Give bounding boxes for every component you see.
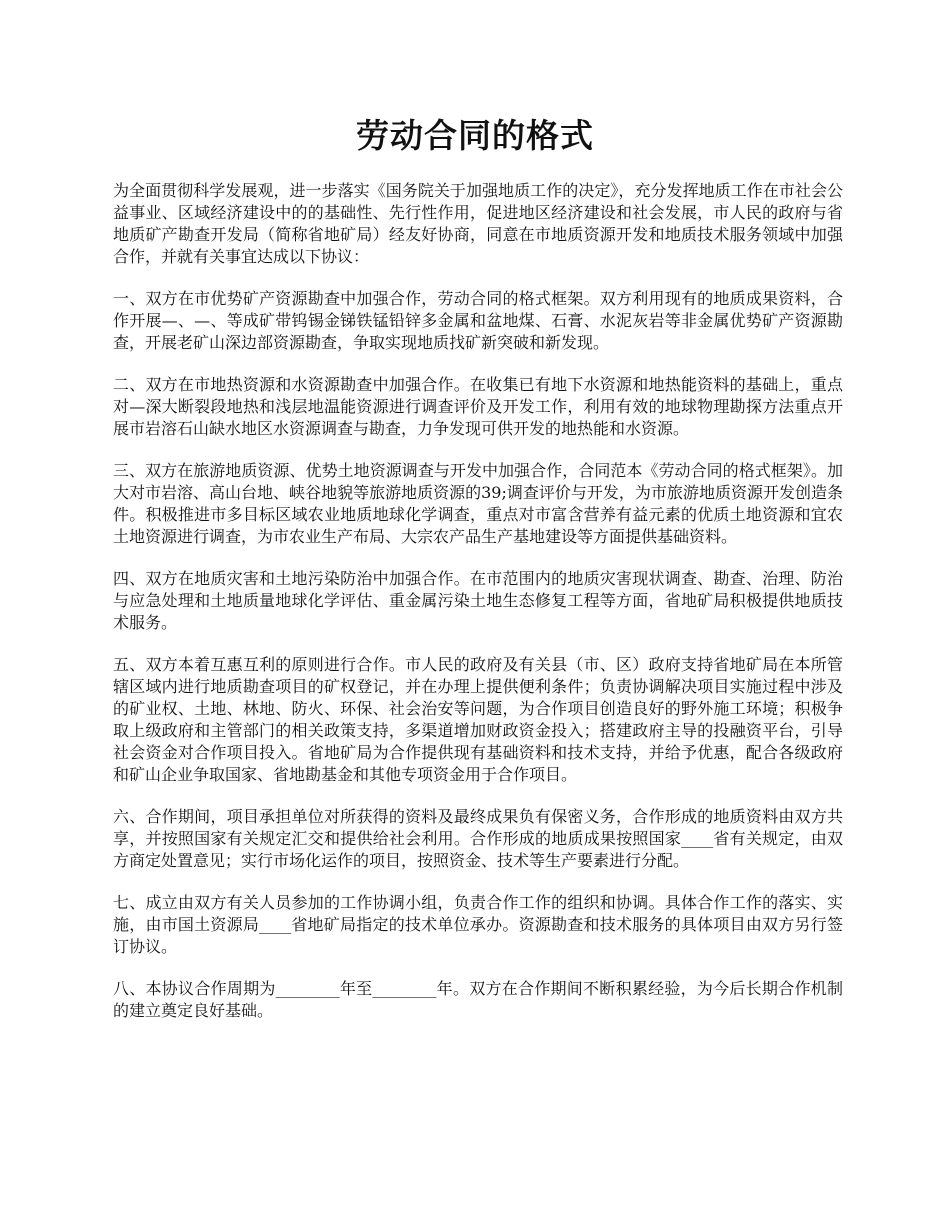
paragraph-clause-7: 七、成立由双方有关人员参加的工作协调小组，负责合作工作的组织和协调。具体合作工作的落实、实施，由市国土资源局____省地矿局指定的技术单位承办。资源勘查和技术服务的具体项目由双方另行签订协议。 bbox=[113, 893, 843, 956]
paragraph-clause-2: 二、双方在市地热资源和水资源勘查中加强合作。在收集已有地下水资源和地热能资料的基础上，重点对—深大断裂段地热和浅层地温能资源进行调查评价及开发工作，利用有效的地球物理勘探方法重点开展市岩溶石山缺水地区水资源调查与勘查，力争发现可供开发的地热能和水资源。 bbox=[113, 375, 843, 438]
paragraph-clause-3: 三、双方在旅游地质资源、优势土地资源调查与开发中加强合作，合同范本《劳动合同的格式框架》。加大对市岩溶、高山台地、峡谷地貌等旅游地质资源的39;调查评价与开发，为市旅游地质资源开发创造条件。积极推进市多目标区域农业地质地球化学调查，重点对市富含营养有益元素的优质土地资源和宜农土地资源进行调查，为市农业生产布局、大宗农产品生产基地建设等方面提供基础资料。 bbox=[113, 461, 843, 546]
paragraph-clause-5: 五、双方本着互惠互利的原则进行合作。市人民的政府及有关县（市、区）政府支持省地矿局在本所管辖区域内进行地质勘查项目的矿权登记，并在办理上提供便利条件；负责协调解决项目实施过程中涉及的矿业权、土地、林地、防火、环保、社会治安等问题，为合作项目创造良好的野外施工环境；积极争取上级政府和主管部门的相关政策支持，多渠道增加财政资金投入；搭建政府主导的投融资平台，引导社会资金对合作项目投入。省地矿局为合作提供现有基础资料和技术支持，并给予优惠，配合各级政府和矿山企业争取国家、省地勘基金和其他专项资金用于合作项目。 bbox=[113, 655, 843, 784]
document-body bbox=[113, 180, 843, 1042]
paragraph-clause-8: 八、本协议合作周期为________年至________年。双方在合作期间不断积累经验，为今后长期合作机制的建立奠定良好基础。 bbox=[113, 979, 843, 1020]
paragraph-clause-1: 一、双方在市优势矿产资源勘查中加强合作，劳动合同的格式框架。双方利用现有的地质成果资料，合作开展—、—、等成矿带钨锡金锑铁锰铅锌多金属和盆地煤、石膏、水泥灰岩等非金属优势矿产资源勘查，开展老矿山深边部资源勘查，争取实现地质找矿新突破和新发现。 bbox=[113, 289, 843, 352]
paragraph-clause-4: 四、双方在地质灾害和土地污染防治中加强合作。在市范围内的地质灾害现状调查、勘查、治理、防治与应急处理和土地质量地球化学评估、重金属污染土地生态修复工程等方面，省地矿局积极提供地质技术服务。 bbox=[113, 569, 843, 632]
paragraph-intro: 为全面贯彻科学发展观，进一步落实《国务院关于加强地质工作的决定》，充分发挥地质工作在市社会公益事业、区域经济建设中的的基础性、先行性作用，促进地区经济建设和社会发展，市人民的政府与省地质矿产勘查开发局（简称省地矿局）经友好协商，同意在市地质资源开发和地质技术服务领域中加强合作，并就有关事宜达成以下协议： bbox=[113, 181, 843, 266]
paragraph-clause-6: 六、合作期间，项目承担单位对所获得的资料及最终成果负有保密义务，合作形成的地质资料由双方共享，并按照国家有关规定汇交和提供给社会利用。合作形成的地质成果按照国家____省有关规定，由双方商定处置意见；实行市场化运作的项目，按照资金、技术等生产要素进行分配。 bbox=[113, 807, 843, 870]
document-title: 劳动合同的格式 bbox=[356, 116, 594, 155]
